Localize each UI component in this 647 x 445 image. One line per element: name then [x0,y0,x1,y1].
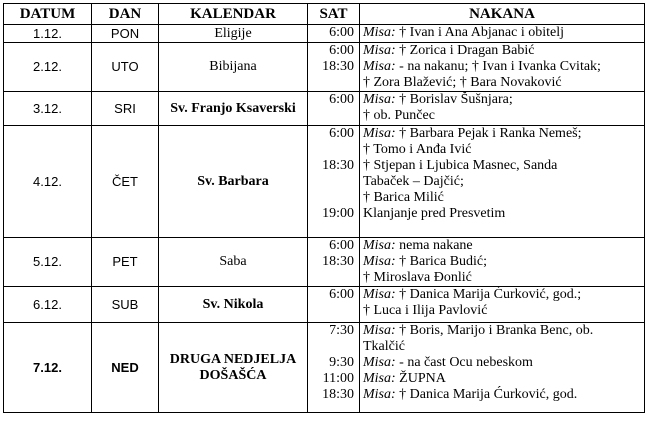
time-cell [308,323,360,413]
intention-text: Tkalčić [363,339,405,354]
intention-text: † ob. Punčec [363,108,435,123]
table-row [4,323,645,413]
time-value [311,190,354,206]
intention-text: - na nakanu; † Ivan i Ivanka Cvitak; [395,59,601,74]
intention-cell [360,43,645,92]
intention-line [363,387,641,403]
intention-label: Misa: [363,287,396,302]
intention-line [363,206,641,222]
intention-label: Misa: [363,371,396,386]
intention-text: † Zorica i Dragan Babić [395,43,535,58]
intention-line [363,323,641,339]
calendar-cell: Sv. Franjo Ksaverski [159,92,308,126]
header-sat: SAT [308,4,360,25]
table-row [4,126,645,238]
intention-text: † Stjepan i Ljubica Masnec, Sanda [363,158,558,173]
intention-line [363,270,641,286]
intention-line [363,92,641,108]
header-nakana: NAKANA [360,4,645,25]
time-cell [308,287,360,323]
intention-text: † Miroslava Đonlić [363,270,472,285]
intention-text: † Tomo i Anđa Ivić [363,142,472,157]
intention-text: † Borislav Šušnjara; [395,92,513,107]
intention-text: † Zora Blažević; † Bara Novaković [363,75,562,90]
calendar-cell: Sv. Nikola [159,287,308,323]
time-value: 18:30 [322,59,354,74]
calendar-cell: Sv. Barbara [159,126,308,238]
intention-line [363,190,641,206]
intention-cell [360,92,645,126]
time-value: 6:00 [329,92,354,107]
intention-text: Tabaček – Dajčić; [363,174,464,189]
day-cell: PON [92,25,159,43]
intention-cell [360,323,645,413]
intention-label: Misa: [363,387,396,402]
date-cell: 3.12. [4,92,92,126]
time-value: 6:00 [329,126,354,141]
intention-text: † Barica Budić; [395,254,488,269]
table-row [4,92,645,126]
time-value: 6:00 [329,25,354,40]
table-row [4,287,645,323]
time-value: 18:30 [322,158,354,173]
intention-label: Misa: [363,25,396,40]
intention-text: † Barica Milić [363,190,444,205]
calendar-cell: Eligije [159,25,308,43]
date-cell: 2.12. [4,43,92,92]
date-cell: 7.12. [4,323,92,413]
intention-line [363,25,641,41]
intention-label: Misa: [363,323,396,338]
time-cell [308,92,360,126]
intention-text: † Barbara Pejak i Ranka Nemeš; [395,126,582,141]
day-cell: SRI [92,92,159,126]
intention-label: Misa: [363,59,396,74]
intention-line [363,108,641,124]
intention-line [363,287,641,303]
time-value: 18:30 [322,387,354,402]
intention-text: † Danica Marija Ćurković, god.; [395,287,582,302]
intention-line [363,238,641,254]
header-row [4,4,645,25]
time-value: 18:30 [322,254,354,269]
date-cell: 6.12. [4,287,92,323]
intention-label: Misa: [363,254,396,269]
table-row [4,25,645,43]
intention-label: Misa: [363,238,396,253]
time-value [311,142,354,158]
intention-line [363,339,641,355]
intention-text: † Danica Marija Ćurković, god. [395,387,578,402]
calendar-cell: DRUGA NEDJELJA DOŠAŠĆA [159,323,308,413]
mass-schedule-table [3,3,645,413]
day-cell: UTO [92,43,159,92]
time-value: 9:30 [329,355,354,370]
time-value: 6:00 [329,287,354,302]
time-cell [308,43,360,92]
intention-cell [360,238,645,287]
intention-text: † Ivan i Ana Abjanac i obitelj [395,25,565,40]
intention-label: Misa: [363,355,396,370]
intention-line [363,126,641,142]
time-value: 6:00 [329,43,354,58]
time-value [311,174,354,190]
time-cell [308,25,360,43]
intention-label: Misa: [363,43,396,58]
intention-text: † Luca i Ilija Pavlović [363,303,488,318]
intention-label: Misa: [363,92,396,107]
intention-line [363,75,641,91]
time-value [311,339,354,355]
intention-text: ŽUPNA [395,371,446,386]
day-cell: SUB [92,287,159,323]
header-kalendar: KALENDAR [159,4,308,25]
time-value: 11:00 [322,371,354,386]
intention-line [363,174,641,190]
day-cell: NED [92,323,159,413]
intention-cell [360,126,645,238]
intention-text: nema nakane [395,238,473,253]
intention-line [363,158,641,174]
intention-text: - na čast Ocu nebeskom [395,355,533,370]
intention-text: Klanjanje pred Presvetim [363,206,506,221]
time-value: 19:00 [322,206,354,221]
table-row [4,238,645,287]
table-row [4,43,645,92]
intention-cell [360,25,645,43]
header-datum: DATUM [4,4,92,25]
intention-line [363,355,641,371]
intention-cell [360,287,645,323]
calendar-cell: Bibijana [159,43,308,92]
intention-line [363,303,641,319]
intention-line [363,43,641,59]
time-value: 7:30 [329,323,354,338]
time-cell [308,126,360,238]
date-cell: 5.12. [4,238,92,287]
intention-label: Misa: [363,126,396,141]
intention-line [363,254,641,270]
intention-line [363,142,641,158]
day-cell: ČET [92,126,159,238]
header-dan: DAN [92,4,159,25]
day-cell: PET [92,238,159,287]
intention-text: † Boris, Marijo i Branka Benc, ob. [395,323,594,338]
time-value: 6:00 [329,238,354,253]
calendar-cell: Saba [159,238,308,287]
date-cell: 4.12. [4,126,92,238]
date-cell: 1.12. [4,25,92,43]
intention-line [363,371,641,387]
time-cell [308,238,360,287]
intention-line [363,59,641,75]
